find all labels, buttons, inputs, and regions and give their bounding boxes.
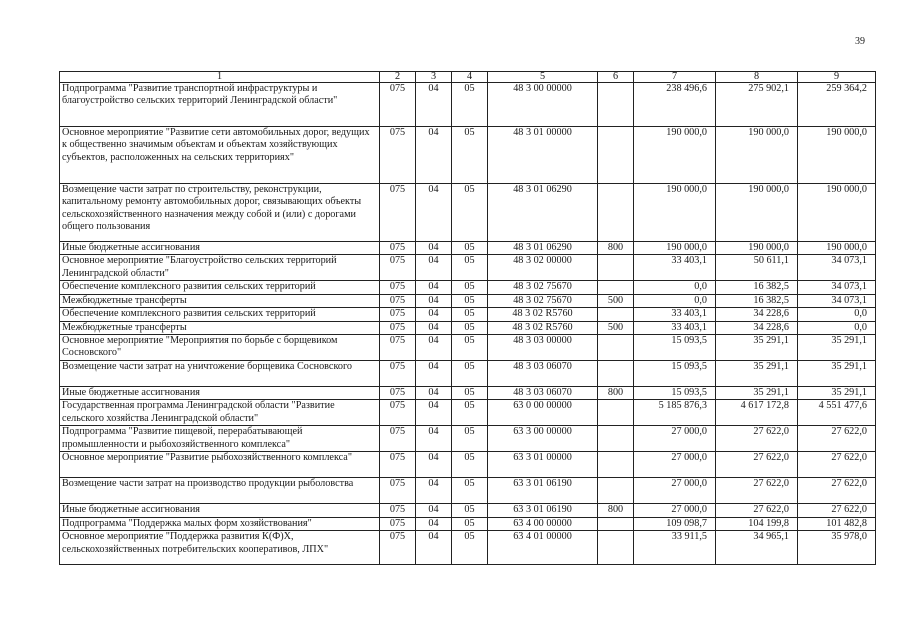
amount-1-cell: 109 098,7 [634, 517, 716, 530]
amount-3-cell: 190 000,0 [798, 127, 876, 184]
expense-type-cell [598, 335, 634, 361]
table-row [60, 83, 876, 127]
ved-code-cell: 075 [380, 127, 416, 184]
table-row [60, 281, 876, 294]
section-cell: 04 [416, 400, 452, 426]
expense-type-cell: 800 [598, 242, 634, 255]
ved-code-cell: 075 [380, 426, 416, 452]
expense-type-cell [598, 127, 634, 184]
amount-3-cell: 190 000,0 [798, 242, 876, 255]
section-cell: 04 [416, 281, 452, 294]
target-code-cell: 63 3 00 00000 [488, 426, 598, 452]
amount-2-cell: 27 622,0 [716, 452, 798, 478]
subsection-cell: 05 [452, 308, 488, 321]
subsection-cell: 05 [452, 517, 488, 530]
ved-code-cell: 075 [380, 478, 416, 504]
amount-2-cell: 16 382,5 [716, 281, 798, 294]
amount-3-cell: 35 291,1 [798, 387, 876, 400]
table-row [60, 184, 876, 242]
header-cell: 6 [598, 72, 634, 83]
subsection-cell: 05 [452, 242, 488, 255]
expense-type-cell: 800 [598, 504, 634, 517]
header-cell: 7 [634, 72, 716, 83]
subsection-cell: 05 [452, 452, 488, 478]
header-cell: 3 [416, 72, 452, 83]
header-cell: 9 [798, 72, 876, 83]
subsection-cell: 05 [452, 387, 488, 400]
target-code-cell: 48 3 02 75670 [488, 281, 598, 294]
target-code-cell: 63 4 01 00000 [488, 531, 598, 565]
amount-2-cell: 16 382,5 [716, 294, 798, 307]
expense-type-cell: 500 [598, 294, 634, 307]
row-name-cell: Иные бюджетные ассигнования [60, 242, 380, 255]
subsection-cell: 05 [452, 426, 488, 452]
section-cell: 04 [416, 83, 452, 127]
ved-code-cell: 075 [380, 517, 416, 530]
header-cell: 4 [452, 72, 488, 83]
row-name-cell: Межбюджетные трансферты [60, 294, 380, 307]
table-row [60, 335, 876, 361]
amount-3-cell: 35 291,1 [798, 335, 876, 361]
row-name-cell: Возмещение части затрат на уничтожение борщевика Сосновского [60, 361, 380, 387]
amount-2-cell: 27 622,0 [716, 504, 798, 517]
section-cell: 04 [416, 255, 452, 281]
amount-2-cell: 190 000,0 [716, 127, 798, 184]
table-row [60, 242, 876, 255]
expense-type-cell: 800 [598, 387, 634, 400]
amount-2-cell: 35 291,1 [716, 361, 798, 387]
row-name-cell: Подпрограмма "Развитие пищевой, перерабатывающей промышленности и рыбохозяйственного комплекса" [60, 426, 380, 452]
section-cell: 04 [416, 335, 452, 361]
ved-code-cell: 075 [380, 184, 416, 242]
target-code-cell: 48 3 00 00000 [488, 83, 598, 127]
target-code-cell: 63 0 00 00000 [488, 400, 598, 426]
expense-type-cell: 500 [598, 321, 634, 334]
table-row [60, 255, 876, 281]
header-cell: 1 [60, 72, 380, 83]
amount-3-cell: 34 073,1 [798, 281, 876, 294]
amount-3-cell: 34 073,1 [798, 294, 876, 307]
section-cell: 04 [416, 294, 452, 307]
target-code-cell: 63 3 01 06190 [488, 478, 598, 504]
amount-2-cell: 27 622,0 [716, 478, 798, 504]
section-cell: 04 [416, 242, 452, 255]
amount-1-cell: 238 496,6 [634, 83, 716, 127]
amount-1-cell: 15 093,5 [634, 335, 716, 361]
row-name-cell: Обеспечение комплексного развития сельских территорий [60, 281, 380, 294]
row-name-cell: Иные бюджетные ассигнования [60, 504, 380, 517]
row-name-cell: Возмещение части затрат по строительству, реконструкции, капитальному ремонту автомобильных дорог, связывающих объекты сельскохозяйственного назначения между собой и (или) с дорогами общего пользования [60, 184, 380, 242]
amount-3-cell: 4 551 477,6 [798, 400, 876, 426]
target-code-cell: 63 3 01 06190 [488, 504, 598, 517]
amount-2-cell: 104 199,8 [716, 517, 798, 530]
amount-1-cell: 190 000,0 [634, 127, 716, 184]
header-cell: 2 [380, 72, 416, 83]
section-cell: 04 [416, 361, 452, 387]
expense-type-cell [598, 281, 634, 294]
amount-3-cell: 27 622,0 [798, 426, 876, 452]
header-cell: 5 [488, 72, 598, 83]
amount-1-cell: 190 000,0 [634, 242, 716, 255]
subsection-cell: 05 [452, 400, 488, 426]
amount-3-cell: 27 622,0 [798, 504, 876, 517]
expense-type-cell [598, 517, 634, 530]
row-name-cell: Возмещение части затрат на производство продукции рыболовства [60, 478, 380, 504]
ved-code-cell: 075 [380, 361, 416, 387]
table-row [60, 426, 876, 452]
budget-table [59, 71, 876, 565]
section-cell: 04 [416, 517, 452, 530]
row-name-cell: Подпрограмма "Поддержка малых форм хозяйствования" [60, 517, 380, 530]
amount-1-cell: 0,0 [634, 294, 716, 307]
target-code-cell: 48 3 02 R5760 [488, 308, 598, 321]
amount-2-cell: 4 617 172,8 [716, 400, 798, 426]
section-cell: 04 [416, 308, 452, 321]
expense-type-cell [598, 308, 634, 321]
expense-type-cell [598, 478, 634, 504]
row-name-cell: Иные бюджетные ассигнования [60, 387, 380, 400]
subsection-cell: 05 [452, 321, 488, 334]
section-cell: 04 [416, 127, 452, 184]
expense-type-cell [598, 452, 634, 478]
amount-2-cell: 27 622,0 [716, 426, 798, 452]
target-code-cell: 48 3 02 R5760 [488, 321, 598, 334]
table-row [60, 361, 876, 387]
expense-type-cell [598, 400, 634, 426]
subsection-cell: 05 [452, 478, 488, 504]
expense-type-cell [598, 531, 634, 565]
subsection-cell: 05 [452, 255, 488, 281]
amount-3-cell: 259 364,2 [798, 83, 876, 127]
expense-type-cell [598, 255, 634, 281]
row-name-cell: Обеспечение комплексного развития сельских территорий [60, 308, 380, 321]
expense-type-cell [598, 184, 634, 242]
subsection-cell: 05 [452, 504, 488, 517]
table-row [60, 478, 876, 504]
table-row [60, 504, 876, 517]
ved-code-cell: 075 [380, 321, 416, 334]
amount-1-cell: 0,0 [634, 281, 716, 294]
section-cell: 04 [416, 452, 452, 478]
amount-3-cell: 27 622,0 [798, 452, 876, 478]
target-code-cell: 48 3 03 00000 [488, 335, 598, 361]
target-code-cell: 48 3 02 00000 [488, 255, 598, 281]
amount-1-cell: 15 093,5 [634, 361, 716, 387]
amount-2-cell: 35 291,1 [716, 387, 798, 400]
amount-2-cell: 190 000,0 [716, 184, 798, 242]
target-code-cell: 48 3 03 06070 [488, 361, 598, 387]
amount-1-cell: 27 000,0 [634, 452, 716, 478]
subsection-cell: 05 [452, 335, 488, 361]
target-code-cell: 48 3 01 00000 [488, 127, 598, 184]
row-name-cell: Подпрограмма "Развитие транспортной инфраструктуры и благоустройство сельских территорий Ленинградской области" [60, 83, 380, 127]
subsection-cell: 05 [452, 127, 488, 184]
ved-code-cell: 075 [380, 504, 416, 517]
row-name-cell: Основное мероприятие "Поддержка развития К(Ф)Х, сельскохозяйственных потребительских кооперативов, ЛПХ" [60, 531, 380, 565]
row-name-cell: Основное мероприятие "Развитие сети автомобильных дорог, ведущих к общественно значимым объектам и объектам хозяйствующих субъектов, расположенных на сельских территориях" [60, 127, 380, 184]
ved-code-cell: 075 [380, 83, 416, 127]
subsection-cell: 05 [452, 83, 488, 127]
row-name-cell: Межбюджетные трансферты [60, 321, 380, 334]
amount-1-cell: 27 000,0 [634, 504, 716, 517]
target-code-cell: 48 3 01 06290 [488, 242, 598, 255]
row-name-cell: Основное мероприятие "Развитие рыбохозяйственного комплекса" [60, 452, 380, 478]
expense-type-cell [598, 426, 634, 452]
section-cell: 04 [416, 531, 452, 565]
section-cell: 04 [416, 504, 452, 517]
amount-2-cell: 275 902,1 [716, 83, 798, 127]
header-row [60, 72, 876, 83]
amount-1-cell: 15 093,5 [634, 387, 716, 400]
section-cell: 04 [416, 184, 452, 242]
ved-code-cell: 075 [380, 255, 416, 281]
subsection-cell: 05 [452, 281, 488, 294]
ved-code-cell: 075 [380, 452, 416, 478]
expense-type-cell [598, 361, 634, 387]
amount-1-cell: 5 185 876,3 [634, 400, 716, 426]
section-cell: 04 [416, 478, 452, 504]
ved-code-cell: 075 [380, 308, 416, 321]
row-name-cell: Основное мероприятие "Мероприятия по борьбе с борщевиком Сосновского" [60, 335, 380, 361]
amount-3-cell: 101 482,8 [798, 517, 876, 530]
table-row [60, 321, 876, 334]
amount-1-cell: 33 403,1 [634, 308, 716, 321]
row-name-cell: Основное мероприятие "Благоустройство сельских территорий Ленинградской области" [60, 255, 380, 281]
target-code-cell: 48 3 03 06070 [488, 387, 598, 400]
table-row [60, 517, 876, 530]
ved-code-cell: 075 [380, 387, 416, 400]
amount-2-cell: 35 291,1 [716, 335, 798, 361]
ved-code-cell: 075 [380, 281, 416, 294]
amount-2-cell: 34 228,6 [716, 321, 798, 334]
amount-1-cell: 27 000,0 [634, 426, 716, 452]
amount-3-cell: 0,0 [798, 308, 876, 321]
page-number: 39 [855, 36, 865, 47]
ved-code-cell: 075 [380, 335, 416, 361]
table-row [60, 400, 876, 426]
amount-3-cell: 27 622,0 [798, 478, 876, 504]
amount-1-cell: 33 403,1 [634, 255, 716, 281]
amount-1-cell: 33 911,5 [634, 531, 716, 565]
target-code-cell: 48 3 02 75670 [488, 294, 598, 307]
section-cell: 04 [416, 321, 452, 334]
subsection-cell: 05 [452, 531, 488, 565]
subsection-cell: 05 [452, 294, 488, 307]
amount-2-cell: 34 228,6 [716, 308, 798, 321]
amount-3-cell: 190 000,0 [798, 184, 876, 242]
amount-1-cell: 190 000,0 [634, 184, 716, 242]
expense-type-cell [598, 83, 634, 127]
target-code-cell: 63 4 00 00000 [488, 517, 598, 530]
amount-3-cell: 34 073,1 [798, 255, 876, 281]
row-name-cell: Государственная программа Ленинградской области "Развитие сельского хозяйства Ленинградской области" [60, 400, 380, 426]
amount-1-cell: 27 000,0 [634, 478, 716, 504]
subsection-cell: 05 [452, 184, 488, 242]
ved-code-cell: 075 [380, 400, 416, 426]
table-row [60, 294, 876, 307]
amount-2-cell: 190 000,0 [716, 242, 798, 255]
amount-3-cell: 35 291,1 [798, 361, 876, 387]
header-cell: 8 [716, 72, 798, 83]
table-row [60, 308, 876, 321]
section-cell: 04 [416, 426, 452, 452]
table-row [60, 127, 876, 184]
amount-2-cell: 50 611,1 [716, 255, 798, 281]
amount-3-cell: 35 978,0 [798, 531, 876, 565]
ved-code-cell: 075 [380, 242, 416, 255]
table-row [60, 387, 876, 400]
ved-code-cell: 075 [380, 294, 416, 307]
subsection-cell: 05 [452, 361, 488, 387]
table-row [60, 531, 876, 565]
target-code-cell: 48 3 01 06290 [488, 184, 598, 242]
target-code-cell: 63 3 01 00000 [488, 452, 598, 478]
amount-1-cell: 33 403,1 [634, 321, 716, 334]
amount-2-cell: 34 965,1 [716, 531, 798, 565]
amount-3-cell: 0,0 [798, 321, 876, 334]
table-row [60, 452, 876, 478]
ved-code-cell: 075 [380, 531, 416, 565]
section-cell: 04 [416, 387, 452, 400]
